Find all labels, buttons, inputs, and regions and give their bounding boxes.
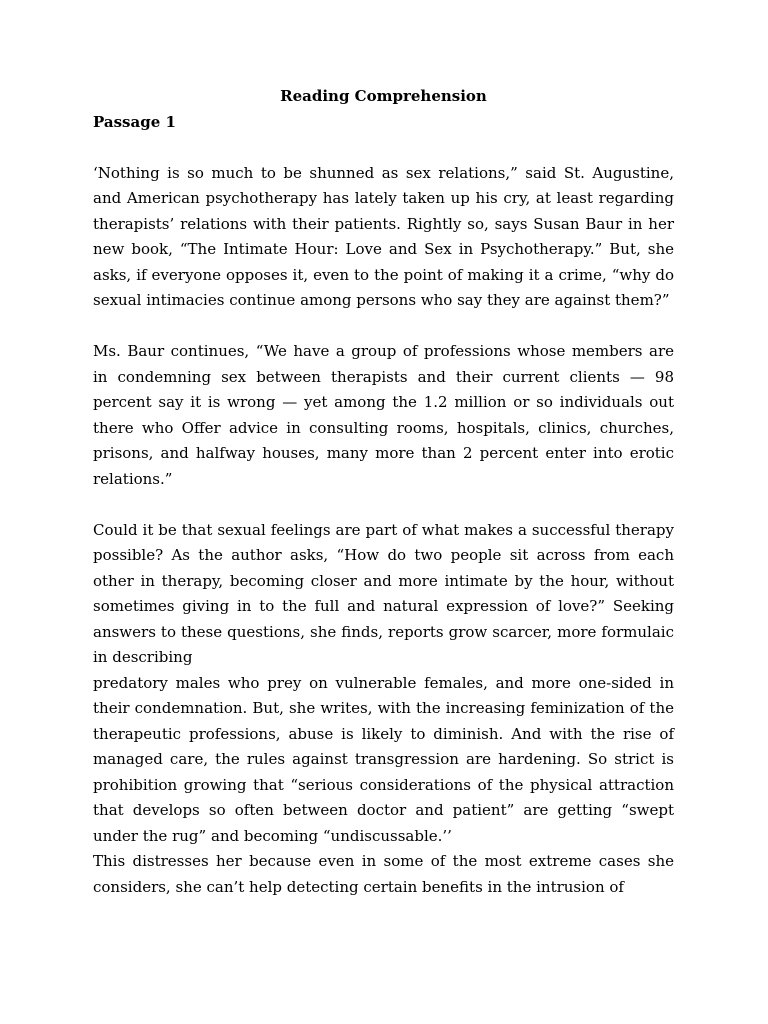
paragraph-2: Ms. Baur continues, “We have a group of professions whose members are in condemning sex between therapists and their current clients — 98 percent say it is wrong — yet among the 1.2 million or so individuals out there who Offer advice in consulting rooms, hospitals, clinics, churches, prisons, and halfway houses, many more than 2 percent enter into erotic relations.” (93, 342, 674, 488)
spacer (93, 314, 674, 340)
document-title: Reading Comprehension (280, 87, 487, 105)
document-page (93, 84, 674, 900)
paragraph-1: ‘Nothing is so much to be shunned as sex relations,” said St. Augustine, and American psychotherapy has lately taken up his cry, at least regarding therapists’ relations with their patients. Rightly so, says Susan Baur in her new book, “The Intimate Hour: Love and Sex in Psychotherapy.” But, she asks, if everyone opposes it, even to the point of making it a crime, “why do sexual intimacies continue among persons who say they are against them?” (93, 163, 674, 309)
spacer (93, 135, 674, 161)
passage-heading: Passage 1 (93, 112, 176, 131)
spacer (93, 492, 674, 518)
paragraph-4: predatory males who prey on vulnerable females, and more one-sided in their condemnation. But, she writes, with the increasing feminization of the therapeutic professions, abuse is likely to diminish. And with the rise of managed care, the rules against transgression are hardening. So strict is prohibition growing that “serious considerations of the physical attraction that develops so often between doctor and patient” are getting “swept under the rug” and becoming “undiscussable.’’ (93, 673, 674, 845)
paragraph-5: This distresses her because even in some of the most extreme cases she considers, she can’t help detecting certain benefits in the intrusion of (93, 852, 674, 896)
paragraph-3: Could it be that sexual feelings are part of what makes a successful therapy possible? As the author asks, “How do two people sit across from each other in therapy, becoming closer and more intimate by the hour, without sometimes giving in to the full and natural expression of love?” Seeking answers to these questions, she finds, reports grow scarcer, more formulaic in describing (93, 520, 674, 666)
